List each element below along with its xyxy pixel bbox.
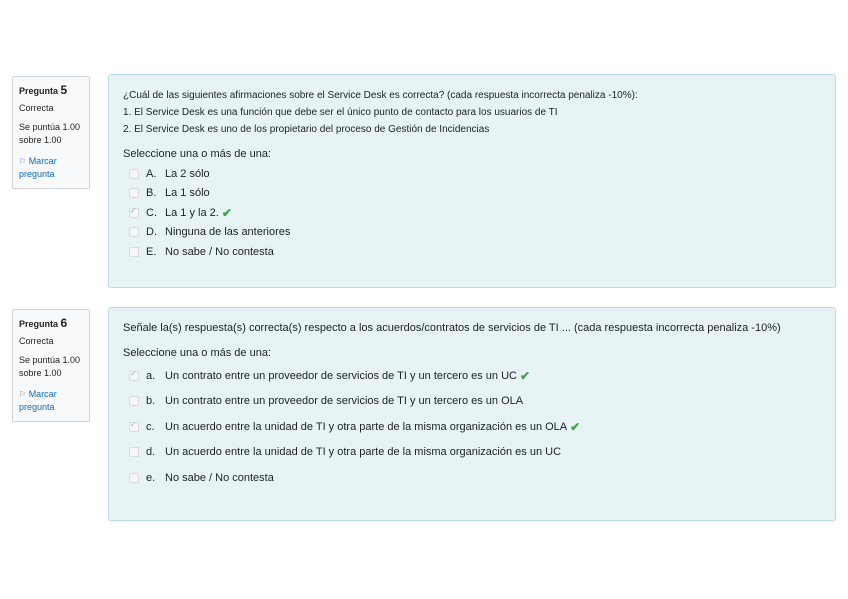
flag-icon: ⚐	[19, 390, 27, 399]
flag-label: Marcar pregunta	[19, 389, 57, 412]
question-formulation	[108, 74, 836, 288]
option-text: La 1 sólo	[165, 187, 210, 200]
question-text	[123, 320, 821, 337]
checkbox-checked[interactable]	[129, 371, 139, 381]
answer-option[interactable]	[123, 203, 821, 223]
question-label: Pregunta	[19, 319, 59, 329]
option-text: La 1 y la 2.	[165, 206, 219, 219]
answer-option[interactable]	[123, 414, 821, 440]
option-letter: E.	[146, 245, 157, 258]
flag-label: Marcar pregunta	[19, 156, 57, 179]
option-text: No sabe / No contesta	[165, 245, 274, 258]
answer-options	[123, 164, 821, 262]
checkbox[interactable]	[129, 188, 139, 198]
checkbox[interactable]	[129, 473, 139, 483]
question-text-line: 2. El Service Desk es uno de los propietario del proceso de Gestión de Incidencias	[123, 124, 490, 135]
question-grade: Se puntúa 1.00 sobre 1.00	[19, 122, 81, 145]
question-number	[19, 316, 83, 330]
question-text	[123, 87, 821, 138]
question-text-line: 1. El Service Desk es una función que debe ser el único punto de contacto para los usuarios de TI	[123, 107, 558, 118]
answer-option[interactable]	[123, 465, 821, 491]
answer-option[interactable]	[123, 164, 821, 184]
option-letter: A.	[146, 167, 157, 180]
checkbox[interactable]	[129, 447, 139, 457]
option-text: No sabe / No contesta	[165, 471, 274, 484]
checkbox[interactable]	[129, 396, 139, 406]
answer-prompt: Seleccione una o más de una:	[123, 347, 271, 359]
question-state: Correcta	[19, 336, 54, 346]
checkbox-checked[interactable]	[129, 422, 139, 432]
option-text: Ninguna de las anteriores	[165, 226, 291, 239]
option-text: La 2 sólo	[165, 167, 210, 180]
option-letter: e.	[146, 471, 156, 484]
checkbox[interactable]	[129, 169, 139, 179]
question-state: Correcta	[19, 103, 54, 113]
answer-options	[123, 363, 821, 491]
question-text-line: ¿Cuál de las siguientes afirmaciones sobre el Service Desk es correcta? (cada respuesta incorrecta penaliza -10%):	[123, 90, 638, 101]
answer-option[interactable]	[123, 440, 821, 466]
option-letter: B.	[146, 187, 157, 200]
question-formulation	[108, 307, 836, 521]
answer-option[interactable]	[123, 389, 821, 415]
question-number-value: 6	[60, 316, 68, 330]
option-letter: d.	[146, 446, 156, 459]
question-label: Pregunta	[19, 86, 59, 96]
check-icon: ✔	[221, 205, 232, 220]
option-text: Un contrato entre un proveedor de servicios de TI y un tercero es un OLA	[165, 395, 524, 408]
checkbox[interactable]	[129, 247, 139, 257]
question-number	[19, 83, 83, 97]
answer-prompt: Seleccione una o más de una:	[123, 148, 271, 160]
check-icon: ✔	[570, 419, 581, 434]
question-number-value: 5	[60, 83, 68, 97]
question-text-line: Señale la(s) respuesta(s) correcta(s) respecto a los acuerdos/contratos de servicios de TI ... (cada respuesta incorrecta penaliza -10%)	[123, 322, 781, 334]
flag-question-link[interactable]	[19, 155, 83, 181]
option-letter: a.	[146, 369, 156, 382]
answer-option[interactable]	[123, 242, 821, 262]
option-text: Un acuerdo entre la unidad de TI y otra parte de la misma organización es un OLA	[165, 420, 568, 433]
option-letter: c.	[146, 420, 155, 433]
checkbox[interactable]	[129, 227, 139, 237]
flag-icon: ⚐	[19, 157, 27, 166]
question-grade: Se puntúa 1.00 sobre 1.00	[19, 355, 81, 378]
answer-option[interactable]	[123, 223, 821, 243]
option-text: Un contrato entre un proveedor de servicios de TI y un tercero es un UC	[165, 369, 517, 382]
option-text: Un acuerdo entre la unidad de TI y otra parte de la misma organización es un UC	[165, 446, 562, 459]
option-letter: C.	[146, 206, 157, 219]
question-info	[12, 309, 90, 422]
check-icon: ✔	[519, 368, 531, 383]
option-letter: D.	[146, 226, 157, 239]
answer-option[interactable]	[123, 363, 821, 389]
question-info	[12, 76, 90, 189]
flag-question-link[interactable]	[19, 388, 83, 414]
answer-option[interactable]	[123, 184, 821, 204]
option-letter: b.	[146, 395, 156, 408]
checkbox-checked[interactable]	[129, 208, 139, 218]
